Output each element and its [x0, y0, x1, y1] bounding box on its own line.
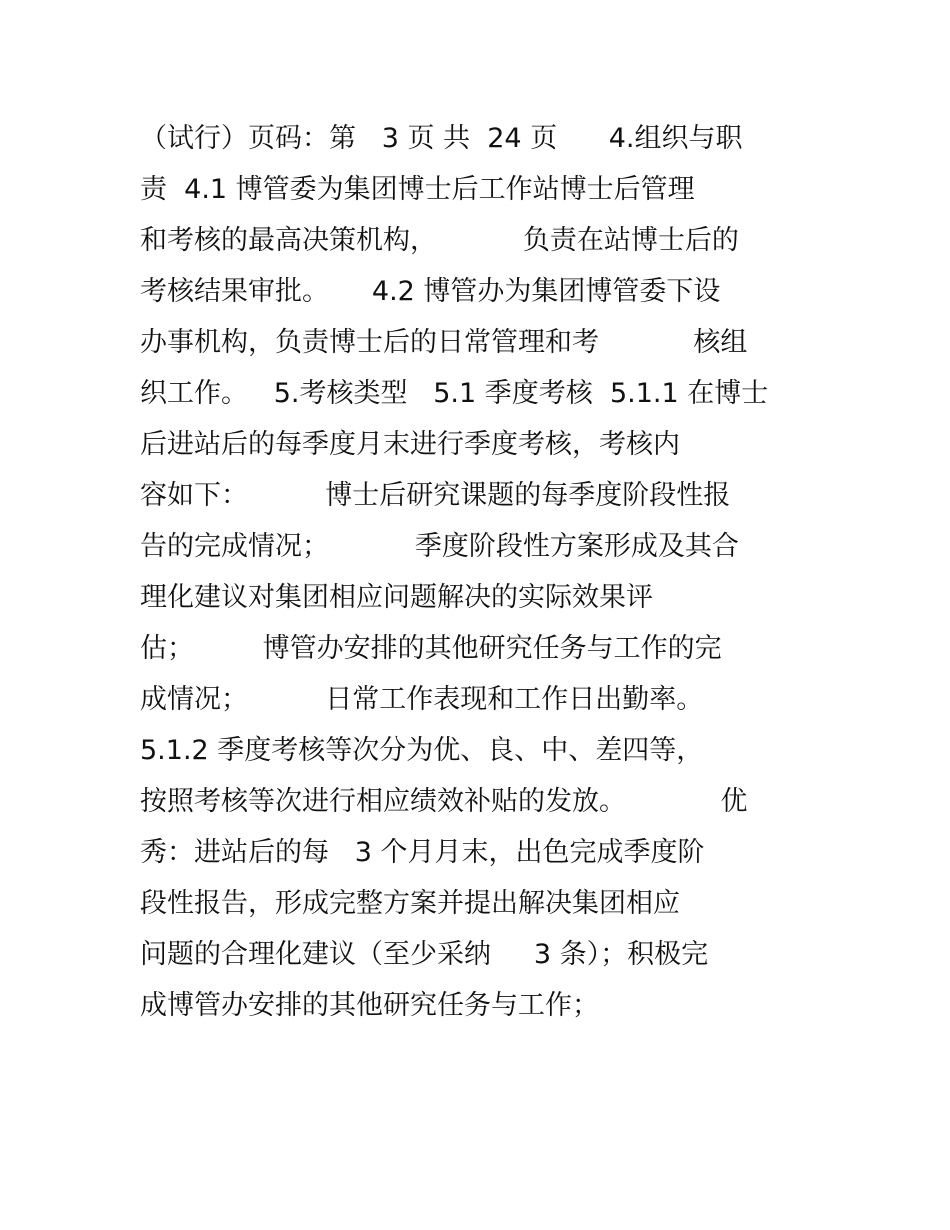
text-line-6: 织工作。 5.考核类型 5.1 季度考核 5.1.1 在博士 — [140, 378, 769, 409]
text-line-13: 5.1.2 季度考核等次分为优、良、中、差四等， — [140, 735, 704, 766]
text-line-18: 成博管办安排的其他研究任务与工作； — [140, 990, 599, 1021]
text-line-11: 估； 博管办安排的其他研究任务与工作的完 — [140, 633, 722, 664]
text-line-10: 理化建议对集团相应问题解决的实际效果评 — [140, 582, 653, 613]
text-line-7: 后进站后的每季度月末进行季度考核，考核内 — [140, 429, 680, 460]
text-line-5: 办事机构，负责博士后的日常管理和考 核组 — [140, 327, 748, 358]
text-line-1: （试行）页码：第 3 页 共 24 页 4.组织与职 — [140, 123, 743, 154]
text-line-14: 按照考核等次进行相应绩效补贴的发放。 优 — [140, 786, 748, 817]
text-line-16: 段性报告，形成完整方案并提出解决集团相应 — [140, 888, 680, 919]
text-line-3: 和考核的最高决策机构， 负责在站博士后的 — [140, 225, 739, 256]
text-line-12: 成情况； 日常工作表现和工作日出勤率。 — [140, 684, 704, 715]
text-line-15: 秀：进站后的每 3 个月月末，出色完成季度阶 — [140, 837, 705, 868]
body-text — [140, 113, 820, 1031]
text-line-4: 考核结果审批。 4.2 博管办为集团博管委下设 — [140, 276, 721, 307]
text-line-2: 责 4.1 博管委为集团博士后工作站博士后管理 — [140, 174, 695, 205]
text-line-17: 问题的合理化建议（至少采纳 3 条）；积极完 — [140, 939, 709, 970]
text-line-9: 告的完成情况； 季度阶段性方案形成及其合 — [140, 531, 739, 562]
text-line-8: 容如下： 博士后研究课题的每季度阶段性报 — [140, 480, 731, 511]
